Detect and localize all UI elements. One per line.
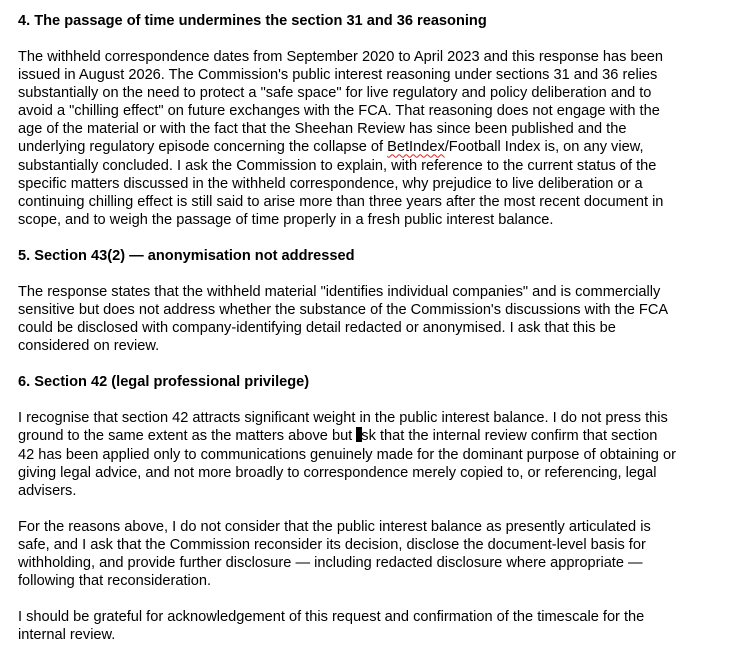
text-fragment: /Football Index is, on any view, [444, 139, 644, 156]
text-line: specific matters discussed in the withheld correspondence, why prejudice to live deliberation or a [18, 175, 643, 192]
text-line: substantially on the need to protect a "safe space" for live regulatory and policy deliberation and to [18, 85, 652, 102]
text-line: The withheld correspondence dates from September 2020 to April 2023 and this response has been [18, 49, 663, 65]
text-line: giving legal advice, and not more broadly to correspondence merely copied to, or referencing, legal [18, 464, 657, 481]
section-6-heading: 6. Section 42 (legal professional privilege) [18, 374, 310, 391]
text-line: withholding, and provide further disclosure — including redacted disclosure where appropriate — [18, 554, 643, 571]
document-body[interactable] [18, 12, 726, 662]
text-line: considered on review. [18, 338, 160, 355]
text-line: advisers. [18, 482, 77, 499]
text-line: avoid a "chilling effect" on future exchanges with the FCA. That reasoning does not engage with the [18, 103, 660, 120]
section-5-heading: 5. Section 43(2) — anonymisation not addressed [18, 247, 355, 264]
text-line: issued in August 2026. The Commission's public interest reasoning under sections 31 and 36 relies [18, 67, 658, 84]
text-line: internal review. [18, 627, 116, 644]
text-line: I should be grateful for acknowledgement of this request and confirmation of the timescale for the [18, 609, 645, 626]
text-line: I recognise that section 42 attracts significant weight in the public interest balance. I do not press this [18, 410, 668, 427]
closing-paragraph [18, 518, 726, 590]
text-line: safe, and I ask that the Commission reconsider its decision, disclose the document-level basis for [18, 536, 646, 553]
text-line [18, 427, 726, 445]
section-6-paragraph [18, 409, 726, 499]
text-fragment: sk that the internal review confirm that section [361, 428, 658, 445]
text-line: The response states that the withheld material "identifies individual companies" and is commercially [18, 283, 661, 300]
text-line: 42 has been applied only to communications genuinely made for the dominant purpose of obtaining or [18, 446, 676, 463]
text-line: For the reasons above, I do not consider that the public interest balance as presently articulated is [18, 518, 651, 535]
final-paragraph [18, 608, 726, 644]
text-fragment: underlying regulatory episode concerning the collapse of [18, 139, 388, 156]
text-line: could be disclosed with company-identifying detail redacted or anonymised. I ask that this be [18, 320, 616, 337]
text-line: substantially concluded. I ask the Commission to explain, with reference to the current status of the [18, 157, 657, 174]
text-line [18, 138, 726, 156]
misspelled-word[interactable]: BetIndex [387, 139, 445, 156]
text-line: sensitive but does not address whether the substance of the Commission's discussions with the FCA [18, 302, 669, 319]
section-4-heading: 4. The passage of time undermines the section 31 and 36 reasoning [18, 13, 487, 29]
text-line: scope, and to weigh the passage of time properly in a fresh public interest balance. [18, 211, 554, 228]
section-4-paragraph [18, 48, 726, 229]
text-fragment: ground to the same extent as the matters above but [18, 428, 357, 445]
text-line: continuing chilling effect is still said to arise more than three years after the most recent document in [18, 193, 664, 210]
section-5-paragraph [18, 283, 726, 355]
text-line: age of the material or with the fact that the Sheehan Review has since been published and the [18, 121, 627, 138]
text-line: following that reconsideration. [18, 573, 212, 590]
